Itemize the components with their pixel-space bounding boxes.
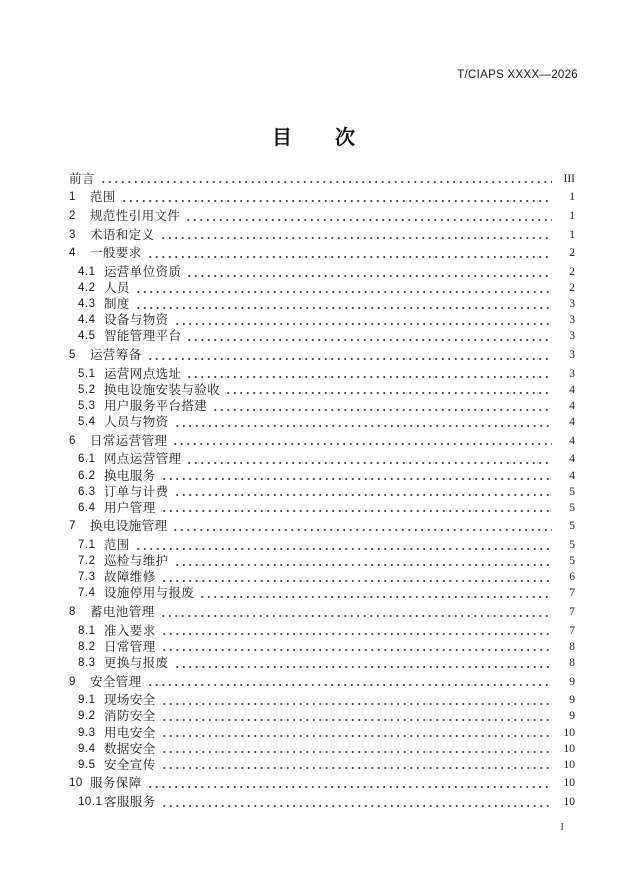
dot-leader [161,623,552,639]
toc-entry-page: 4 [569,416,575,429]
toc-entry-number: 4 [69,247,76,260]
toc-entry [0,398,575,414]
toc-entry-number: 6.3 [78,485,96,498]
toc-entry-number: 9.3 [78,726,96,739]
toc-entry-number: 9.5 [78,758,96,771]
toc-entry [0,604,575,620]
toc-entry-number: 10.1 [78,796,103,809]
toc-entry [0,794,575,810]
toc-entry-page: 9 [569,710,575,723]
toc-entry-number: 8.1 [78,624,96,637]
toc-entry-page: 7 [569,606,575,619]
toc-entry-page: 5 [569,555,575,568]
toc-entry [0,655,575,671]
toc-entry-number: 6.2 [78,469,96,482]
standard-code-header: T/CIAPS XXXX—2026 [457,69,578,81]
dot-leader [100,171,552,187]
dot-leader [161,708,552,724]
toc-entry-label: 范围 [90,190,116,205]
toc-entry-page: 1 [569,228,575,241]
toc-entry [0,741,575,757]
toc-entry-number: 9.1 [78,694,96,707]
toc-entry-label: 人员 [104,281,130,296]
dot-leader [225,382,552,398]
toc-entry-page: 4 [569,434,575,447]
toc-entry-page: 9 [569,675,575,688]
toc-entry [0,366,575,382]
toc-entry [0,312,575,328]
dot-leader [186,328,552,344]
toc-entry-page: 8 [569,656,575,669]
toc-entry-number: 8.3 [78,656,96,669]
dot-leader [160,227,552,243]
toc-entry-label: 智能管理平台 [104,329,182,344]
toc-entry [0,264,575,280]
toc-entry [0,674,575,690]
toc-entry [0,280,575,296]
dot-leader [161,794,552,810]
toc-entry-page: 3 [569,330,575,343]
toc-entry-label: 日常运营管理 [90,433,168,448]
dot-leader [135,296,552,312]
toc-entry-number: 10 [69,777,83,790]
dot-leader [186,366,552,382]
dot-leader [161,639,552,655]
dot-leader [161,569,552,585]
toc-entry [0,171,575,187]
toc-list [0,168,628,810]
toc-entry-number: 4.1 [78,266,96,279]
toc-entry-label: 制度 [104,297,130,312]
toc-entry-label: 网点运营管理 [104,452,182,467]
toc-entry-label: 准入要求 [104,623,156,638]
toc-entry-label: 用电安全 [104,725,156,740]
toc-entry-page: 4 [569,399,575,412]
dot-leader [174,414,552,430]
toc-entry [0,208,575,224]
toc-entry [0,468,575,484]
toc-entry-label: 蓄电池管理 [90,605,155,620]
toc-entry [0,245,575,261]
toc-entry-number: 6 [69,434,76,447]
toc-entry-page: 8 [569,640,575,653]
dot-leader [172,518,552,534]
toc-entry [0,569,575,585]
toc-entry-page: III [563,172,575,185]
dot-leader [147,347,552,363]
toc-entry-page: 10 [563,758,575,771]
toc-entry-number: 5.2 [78,383,96,396]
dot-leader [147,245,552,261]
toc-entry [0,775,575,791]
toc-entry-number: 5.1 [78,367,96,380]
toc-entry [0,227,575,243]
toc-entry-label: 订单与计费 [104,484,169,499]
toc-entry-page: 10 [563,777,575,790]
toc-entry-label: 消防安全 [104,709,156,724]
dot-leader [199,585,552,601]
toc-entry-page: 6 [569,571,575,584]
toc-entry-label: 运营网点选址 [104,366,182,381]
toc-entry-label: 故障维修 [104,570,156,585]
toc-entry-page: 5 [569,539,575,552]
dot-leader [174,553,552,569]
toc-entry-page: 2 [569,266,575,279]
toc-entry-number: 4.3 [78,298,96,311]
toc-entry-number: 4.2 [78,282,96,295]
dot-leader [161,692,552,708]
toc-entry-label: 巡检与维护 [104,554,169,569]
toc-entry-page: 4 [569,469,575,482]
toc-entry [0,623,575,639]
toc-entry-label: 设备与物资 [104,313,169,328]
dot-leader [174,484,552,500]
toc-entry [0,639,575,655]
toc-entry [0,553,575,569]
toc-entry-page: 7 [569,587,575,600]
toc-entry-label: 设施停用与报废 [104,586,195,601]
toc-entry-label: 运营筹备 [90,348,142,363]
toc-entry [0,296,575,312]
toc-entry-number: 7.2 [78,555,96,568]
toc-entry [0,500,575,516]
toc-entry-number: 9.4 [78,742,96,755]
toc-entry-label: 客服服务 [104,795,156,810]
toc-entry [0,328,575,344]
toc-entry-number: 1 [69,191,76,204]
toc-entry-page: 10 [563,726,575,739]
dot-leader [147,775,552,791]
toc-entry-page: 3 [569,298,575,311]
toc-entry [0,484,575,500]
toc-entry-page: 3 [569,367,575,380]
toc-entry [0,189,575,205]
toc-entry-page: 1 [569,209,575,222]
toc-entry-label: 现场安全 [104,693,156,708]
dot-leader [161,500,552,516]
toc-entry [0,518,575,534]
toc-entry-label: 换电服务 [104,468,156,483]
dot-leader [174,655,552,671]
dot-leader [135,537,552,553]
dot-leader [172,433,552,449]
dot-leader [135,280,552,296]
toc-entry-page: 2 [569,282,575,295]
toc-entry [0,382,575,398]
toc-entry-page: 4 [569,383,575,396]
toc-entry [0,347,575,363]
toc-page-title: 目 次 [272,127,356,149]
toc-entry-number: 8.2 [78,640,96,653]
dot-leader [121,189,552,205]
toc-entry-label: 运营单位资质 [104,265,182,280]
toc-entry-label: 用户管理 [104,500,156,515]
toc-entry-number: 4.4 [78,314,96,327]
dot-leader [186,264,552,280]
toc-entry-label: 安全管理 [90,674,142,689]
toc-entry-page: 3 [569,314,575,327]
toc-entry-number: 7 [69,520,76,533]
toc-entry-number: 4.5 [78,330,96,343]
toc-entry-number: 5.4 [78,416,96,429]
toc-entry-label: 换电设施安装与验收 [104,382,221,397]
toc-entry-number: 2 [69,209,76,222]
toc-entry-label: 换电设施管理 [90,519,168,534]
dot-leader [160,604,552,620]
toc-entry-page: 10 [563,742,575,755]
toc-entry-number: 6.1 [78,453,96,466]
toc-entry-label: 安全宣传 [104,757,156,772]
toc-entry-page: 5 [569,485,575,498]
toc-entry-number: 7.4 [78,587,96,600]
toc-entry-label: 人员与物资 [104,415,169,430]
toc-entry [0,433,575,449]
toc-entry [0,414,575,430]
toc-entry-page: 7 [569,624,575,637]
toc-entry-number: 5.3 [78,399,96,412]
toc-entry-page: 2 [569,247,575,260]
toc-entry-label: 规范性引用文件 [90,208,181,223]
toc-entry-label: 用户服务平台搭建 [104,398,208,413]
dot-leader [185,208,552,224]
toc-entry-page: 3 [569,349,575,362]
toc-entry-number: 3 [69,228,76,241]
toc-entry-number: 9 [69,675,76,688]
dot-leader [212,398,552,414]
toc-entry-page: 5 [569,520,575,533]
toc-entry [0,725,575,741]
toc-entry-page: 1 [569,191,575,204]
toc-entry [0,692,575,708]
toc-entry-number: 9.2 [78,710,96,723]
toc-entry-label: 前言 [69,171,95,186]
toc-entry-number: 7.1 [78,539,96,552]
toc-entry-label: 服务保障 [90,776,142,791]
toc-entry [0,537,575,553]
toc-entry-number: 6.4 [78,501,96,514]
footer-page-number: I [560,821,564,833]
toc-entry-page: 9 [569,694,575,707]
toc-entry-label: 术语和定义 [90,227,155,242]
toc-entry-label: 更换与报废 [104,655,169,670]
dot-leader [174,312,552,328]
toc-entry-label: 日常管理 [104,639,156,654]
dot-leader [161,741,552,757]
toc-entry [0,451,575,467]
dot-leader [147,674,552,690]
toc-entry [0,757,575,773]
toc-entry-page: 4 [569,453,575,466]
toc-entry-label: 一般要求 [90,246,142,261]
toc-entry [0,708,575,724]
toc-entry-page: 10 [563,796,575,809]
toc-entry-number: 8 [69,606,76,619]
dot-leader [161,725,552,741]
dot-leader [161,757,552,773]
toc-entry-label: 数据安全 [104,741,156,756]
toc-entry-number: 5 [69,349,76,362]
toc-entry-label: 范围 [104,538,130,553]
toc-entry [0,585,575,601]
toc-entry-page: 5 [569,501,575,514]
toc-entry-number: 7.3 [78,571,96,584]
dot-leader [161,468,552,484]
dot-leader [186,451,552,467]
